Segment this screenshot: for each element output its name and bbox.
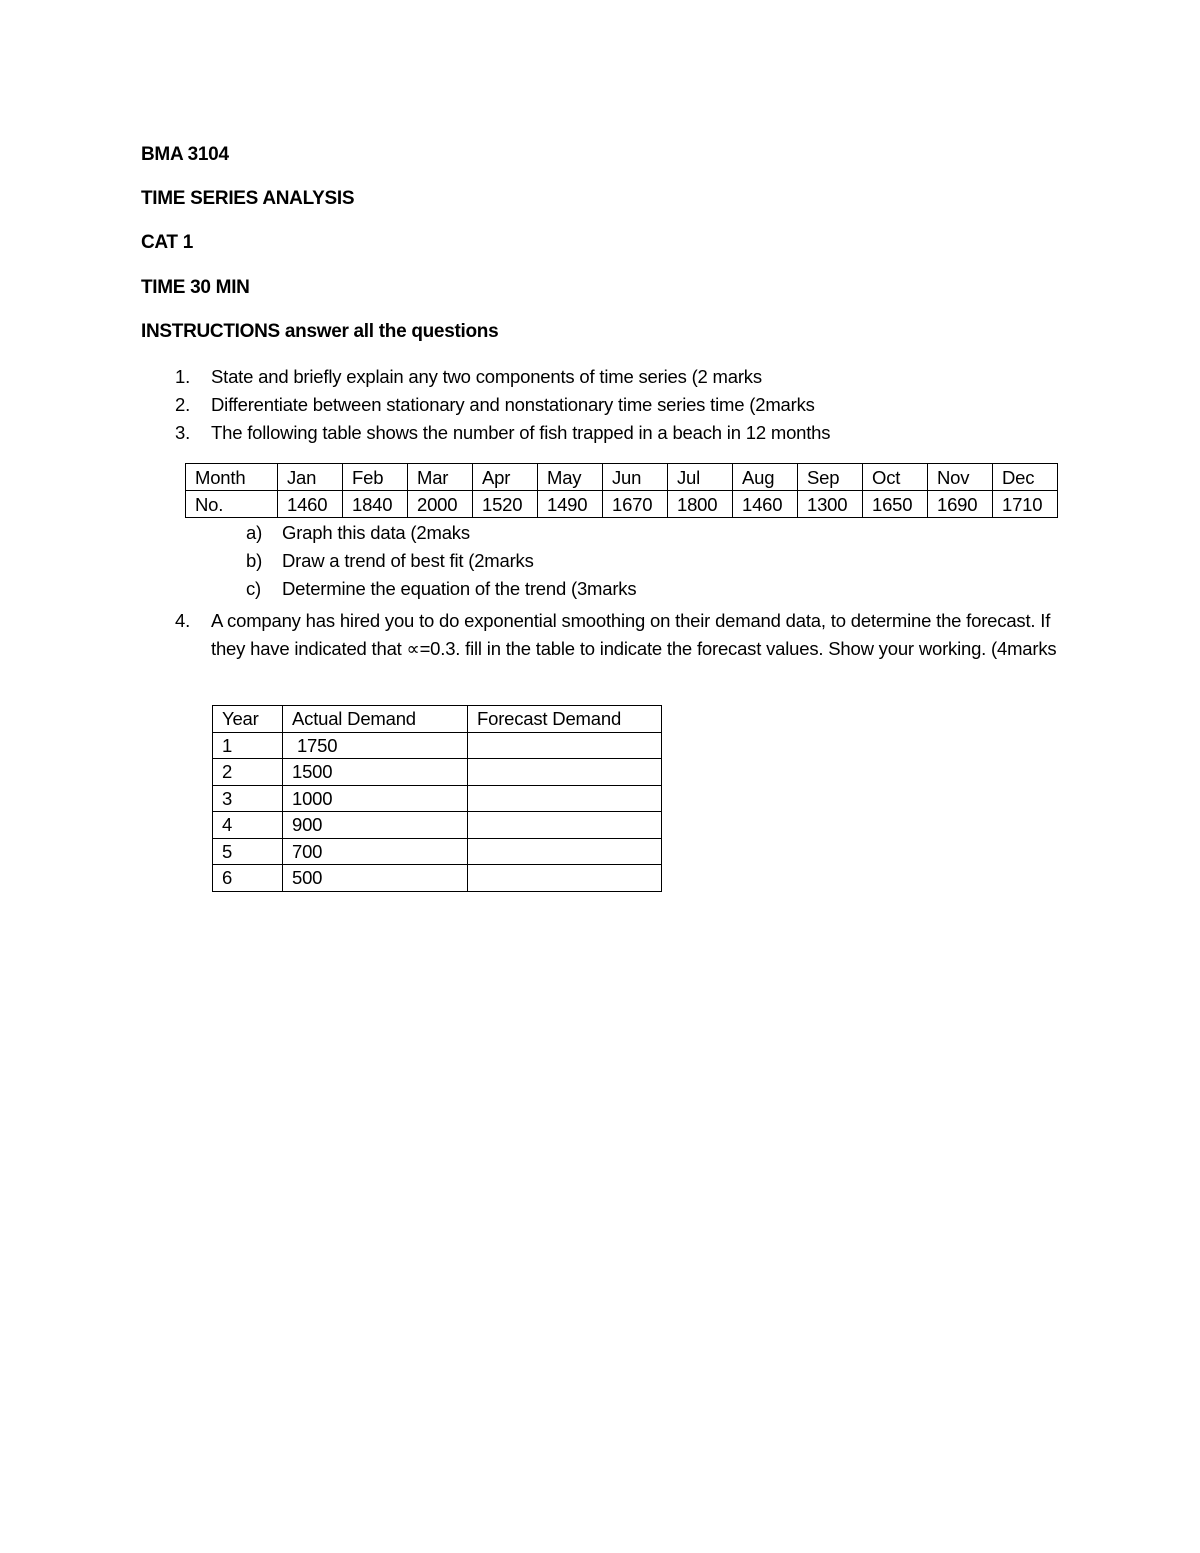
- table-cell: 1840: [343, 491, 408, 518]
- table-header-cell: Mar: [408, 464, 473, 491]
- table-cell: 1500: [283, 759, 468, 786]
- table-cell: 1690: [928, 491, 993, 518]
- table-cell: 1520: [473, 491, 538, 518]
- table-row: [213, 706, 662, 733]
- question-text: Differentiate between stationary and nonstationary time series time (2marks: [211, 394, 815, 415]
- table-cell: 1: [213, 732, 283, 759]
- table-cell: 1750: [283, 732, 468, 759]
- table-header-cell: Actual Demand: [283, 706, 468, 733]
- table-row-label: No.: [186, 491, 278, 518]
- question-text: A company has hired you to do exponential smoothing on their demand data, to determine the forecast. If they have indicated that ∝=0.3. fill in the table to indicate the forecast values. Show your working. (4marks: [211, 610, 1057, 659]
- question-number: 3.: [175, 422, 191, 443]
- exam-name: CAT 1: [141, 232, 193, 253]
- sub-question-letter: c): [246, 578, 262, 599]
- table-header-cell: Oct: [863, 464, 928, 491]
- question-number: 1.: [175, 366, 191, 387]
- sub-question-c: [246, 578, 636, 600]
- table-cell: 500: [283, 865, 468, 892]
- table-cell: 6: [213, 865, 283, 892]
- forecast-cell: [468, 812, 662, 839]
- table-row: [213, 812, 662, 839]
- table-cell: 1670: [603, 491, 668, 518]
- question-1: [175, 366, 762, 388]
- table-header-cell: Feb: [343, 464, 408, 491]
- forecast-cell: [468, 785, 662, 812]
- table-row: [213, 732, 662, 759]
- forecast-cell: [468, 865, 662, 892]
- table-cell: 1650: [863, 491, 928, 518]
- table-cell: 700: [283, 838, 468, 865]
- table-row: [213, 865, 662, 892]
- table-header-cell: Jan: [278, 464, 343, 491]
- sub-question-b: [246, 550, 534, 572]
- table-header-cell: Jul: [668, 464, 733, 491]
- question-number: 4.: [175, 610, 191, 631]
- table-header-cell: Forecast Demand: [468, 706, 662, 733]
- table-row: [186, 464, 1058, 491]
- table-cell: 900: [283, 812, 468, 839]
- question-4: [175, 607, 1075, 663]
- demand-table: [212, 705, 662, 892]
- question-number: 2.: [175, 394, 191, 415]
- forecast-cell: [468, 759, 662, 786]
- forecast-cell: [468, 838, 662, 865]
- question-2: [175, 394, 815, 416]
- table-header-cell: Year: [213, 706, 283, 733]
- table-cell: 1460: [278, 491, 343, 518]
- table-cell: 1800: [668, 491, 733, 518]
- sub-question-letter: b): [246, 550, 263, 571]
- question-3: [175, 422, 830, 444]
- table-row: [213, 838, 662, 865]
- sub-question-a: [246, 522, 470, 544]
- question-text: The following table shows the number of fish trapped in a beach in 12 months: [211, 422, 831, 443]
- table-cell: 3: [213, 785, 283, 812]
- course-title: TIME SERIES ANALYSIS: [141, 188, 355, 209]
- table-header-cell: Sep: [798, 464, 863, 491]
- question-text: State and briefly explain any two components of time series (2 marks: [211, 366, 762, 387]
- sub-question-letter: a): [246, 522, 263, 543]
- forecast-cell: [468, 732, 662, 759]
- table-header-cell: Aug: [733, 464, 798, 491]
- table-row: [213, 759, 662, 786]
- table-header-cell: Nov: [928, 464, 993, 491]
- instructions: INSTRUCTIONS answer all the questions: [141, 321, 499, 342]
- course-code: BMA 3104: [141, 144, 229, 165]
- table-row: [213, 785, 662, 812]
- table-header-cell: May: [538, 464, 603, 491]
- fish-table: [185, 463, 1058, 518]
- table-header-cell: Apr: [473, 464, 538, 491]
- table-header-cell: Jun: [603, 464, 668, 491]
- table-header-cell: Dec: [993, 464, 1058, 491]
- table-cell: 1460: [733, 491, 798, 518]
- table-cell: 2000: [408, 491, 473, 518]
- table-cell: 1300: [798, 491, 863, 518]
- table-cell: 1000: [283, 785, 468, 812]
- exam-time: TIME 30 MIN: [141, 277, 250, 298]
- sub-question-text: Draw a trend of best fit (2marks: [282, 550, 534, 571]
- table-cell: 1710: [993, 491, 1058, 518]
- table-cell: 5: [213, 838, 283, 865]
- table-cell: 1490: [538, 491, 603, 518]
- table-header-cell: Month: [186, 464, 278, 491]
- table-row: [186, 491, 1058, 518]
- sub-question-text: Determine the equation of the trend (3marks: [282, 578, 637, 599]
- table-cell: 2: [213, 759, 283, 786]
- sub-question-text: Graph this data (2maks: [282, 522, 470, 543]
- table-cell: 4: [213, 812, 283, 839]
